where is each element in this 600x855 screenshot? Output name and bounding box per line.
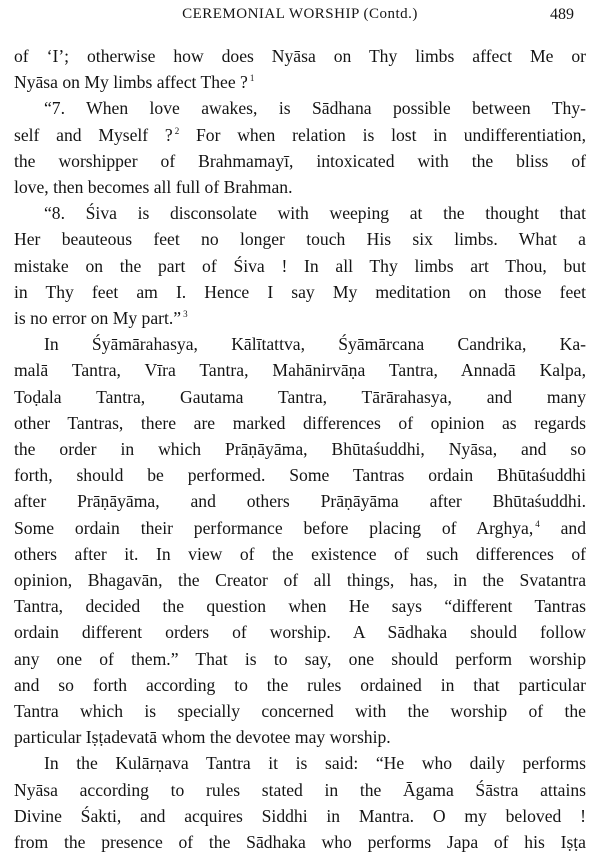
footnote-mark: 1 [249, 73, 255, 84]
text-line: is no error on My part.” $^3$ [14, 308, 188, 329]
text-line: “8. Śiva is disconsolate with weeping at the thought that [44, 203, 586, 224]
text-line: malā Tantra, Vīra Tantra, Mahānirvāṇa Tantra, Annadā Kalpa, [14, 360, 586, 381]
text-line: others after it. In view of the existence of such differences of [14, 543, 586, 564]
text-line: forth, should be performed. Some Tantras ordain Bhūtaśuddhi [14, 465, 586, 486]
text-line: self and Myself ? $^2$ For when relation is lost in undifferentiation, [14, 124, 587, 145]
text-line: from the presence of the Sādhaka who performs Japa of his Iṣṭa [14, 832, 586, 853]
text-line: and so forth according to the rules ordained in that particular [14, 674, 586, 695]
text-line: any one of them.” That is to say, one should perform worship [14, 648, 586, 669]
text-line: Nyāsa according to rules stated in the Āgama Śāstra attains [14, 779, 586, 800]
text-line: Toḍala Tantra, Gautama Tantra, Tārārahasya, and many [14, 386, 586, 407]
footnote-mark: 3 [183, 309, 188, 320]
text-line: In Śyāmārahasya, Kālītattva, Śyāmārcana Candrika, Ka- [44, 334, 586, 355]
text-line: “7. When love awakes, is Sādhana possible between Thy- [44, 98, 586, 119]
text-line: other Tantras, there are marked differences of opinion as regards [14, 412, 586, 433]
text-line: Tantra, decided the question when He says “different Tantras [14, 596, 586, 617]
text-line: the order in which Prāṇāyāma, Bhūtaśuddhi, Nyāsa, and so [14, 439, 586, 460]
text-line: Nyāsa on My limbs affect Thee ? $^1$ [14, 72, 255, 93]
text-line: Some ordain their performance before placing of Arghya, $^4$ and [14, 517, 586, 538]
text-line: In the Kulārṇava Tantra it is said: “He who daily performs [44, 753, 586, 774]
text-line: particular Iṣṭadevatā whom the devotee may worship. [14, 727, 391, 748]
text-line: after Prāṇāyāma, and others Prāṇāyāma after Bhūtaśuddhi. [14, 491, 586, 512]
page-header [0, 6, 600, 32]
text-line: Her beauteous feet no longer touch His six limbs. What a [14, 229, 586, 250]
text-line: ordain different orders of worship. A Sādhaka should follow [14, 622, 586, 643]
text-line: opinion, Bhagavān, the Creator of all things, has, in the Svatantra [14, 570, 586, 591]
text-line: of ‘I’; otherwise how does Nyāsa on Thy limbs affect Me or [14, 46, 586, 66]
footnote-mark: 4 [535, 518, 540, 529]
text-line: mistake on the part of Śiva ! In all Thy limbs art Thou, but [14, 255, 586, 276]
text-line: love, then becomes all full of Brahman. [14, 177, 293, 198]
text-line: the worshipper of Brahmamayī, intoxicated with the bliss of [14, 150, 586, 171]
footnote-mark: 2 [174, 125, 180, 136]
text-line: in Thy feet am I. Hence I say My meditation on those feet [14, 281, 586, 302]
running-title: CEREMONIAL WORSHIP (Contd.) [182, 6, 418, 22]
body-text [14, 43, 586, 855]
page-number: 489 [550, 6, 574, 23]
text-line: Tantra which is specially concerned with the worship of the [14, 701, 586, 722]
text-line: Divine Śakti, and acquires Siddhi in Mantra. O my beloved ! [14, 805, 586, 826]
